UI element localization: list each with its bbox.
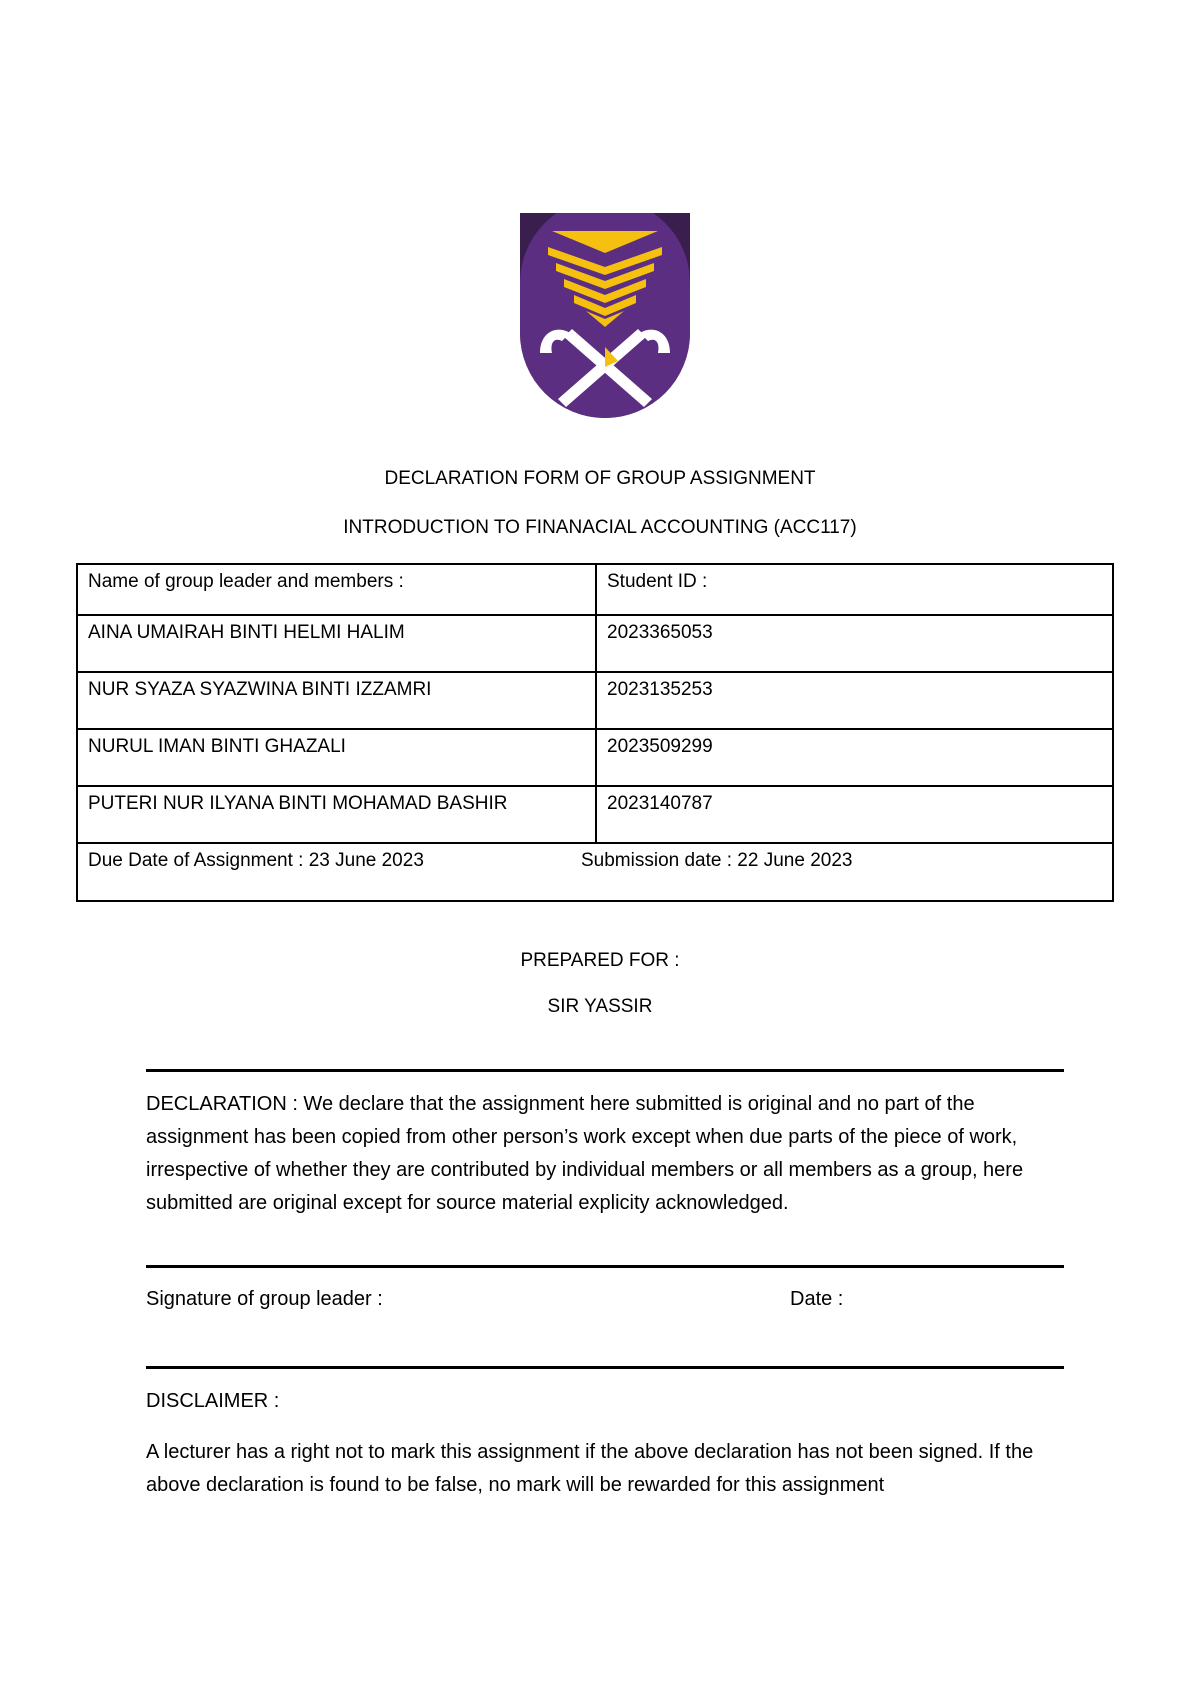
prepared-for-name: SIR YASSIR	[547, 996, 653, 1017]
university-crest-icon	[520, 213, 690, 423]
divider	[146, 1265, 1064, 1268]
table-row	[77, 672, 1113, 729]
header-id-cell: Student ID :	[596, 564, 1113, 615]
member-id: 2023135253	[596, 672, 1113, 729]
date-label: Date :	[790, 1288, 844, 1310]
disclaimer-text: A lecturer has a right not to mark this assignment if the above declaration has not been signed. If the above declaration is found to be false, no mark will be rewarded for this assignment	[146, 1441, 1034, 1496]
divider	[146, 1366, 1064, 1369]
member-name: NURUL IMAN BINTI GHAZALI	[77, 729, 596, 786]
course-title: INTRODUCTION TO FINANACIAL ACCOUNTING (ACC117)	[343, 517, 857, 538]
table-row	[77, 786, 1113, 843]
due-date: Due Date of Assignment : 23 June 2023	[88, 850, 424, 871]
table-row	[77, 729, 1113, 786]
submission-date: Submission date : 22 June 2023	[581, 850, 853, 871]
member-id: 2023365053	[596, 615, 1113, 672]
member-table	[76, 563, 1114, 902]
disclaimer-heading: DISCLAIMER :	[146, 1390, 280, 1412]
member-name: NUR SYAZA SYAZWINA BINTI IZZAMRI	[77, 672, 596, 729]
table-row	[77, 615, 1113, 672]
member-name: PUTERI NUR ILYANA BINTI MOHAMAD BASHIR	[77, 786, 596, 843]
form-title: DECLARATION FORM OF GROUP ASSIGNMENT	[384, 468, 816, 489]
member-id: 2023509299	[596, 729, 1113, 786]
divider	[146, 1069, 1064, 1072]
header-name-cell: Name of group leader and members :	[77, 564, 596, 615]
signature-label: Signature of group leader :	[146, 1288, 383, 1310]
signature-line	[146, 1288, 1066, 1311]
declaration-text: DECLARATION : We declare that the assignment here submitted is original and no part of the assignment has been copied from other person’s work except when due parts of the piece of work, irrespective of whether they are contributed by individual members or all members as a group, here submitted are original except for source material explicity acknowledged.	[146, 1093, 1024, 1214]
prepared-for-label: PREPARED FOR :	[520, 950, 680, 971]
member-name: AINA UMAIRAH BINTI HELMI HALIM	[77, 615, 596, 672]
member-id: 2023140787	[596, 786, 1113, 843]
table-header-row	[77, 564, 1113, 615]
dates-row	[77, 843, 1113, 901]
dates-cell	[77, 843, 1113, 901]
